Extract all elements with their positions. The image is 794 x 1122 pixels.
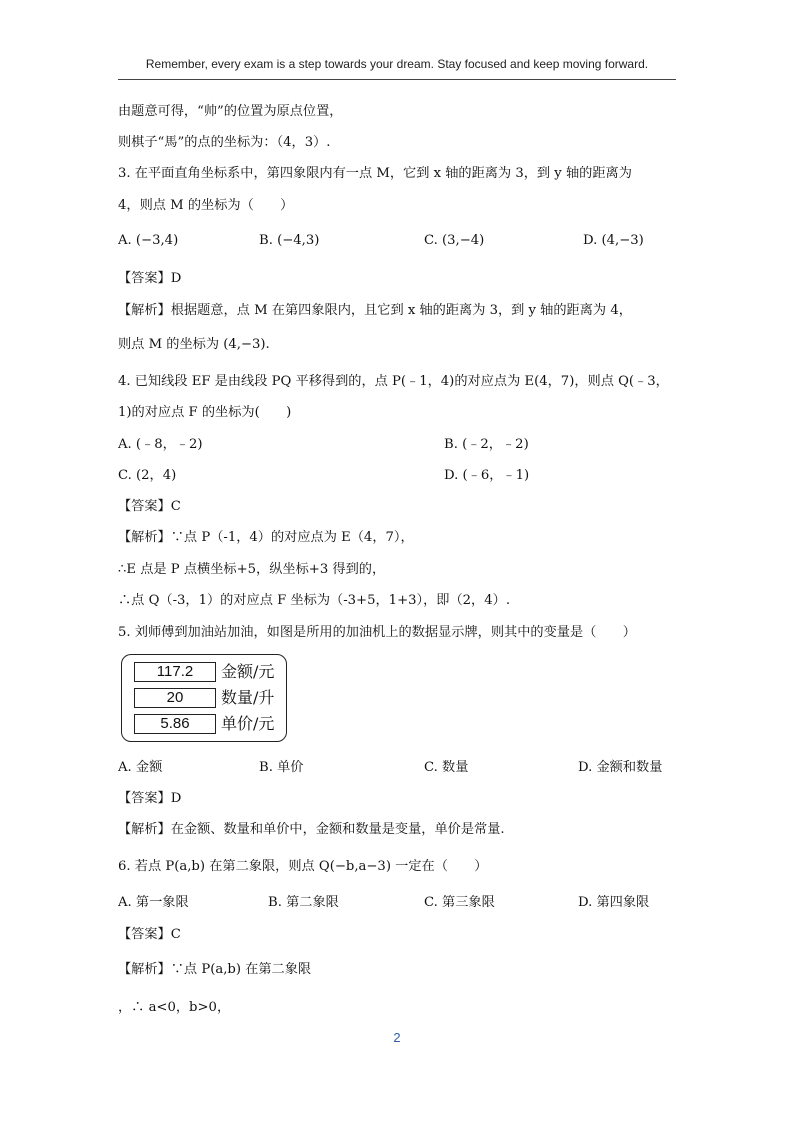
pump-label-quantity: 数量/升 [221,688,275,707]
q6-analysis-line-2: ，∴ a<0，b>0， [118,1000,231,1015]
q3-answer: 【答案】D [118,271,182,286]
pump-label-amount: 金额/元 [221,662,275,681]
q3-stem-line-1: 3. 在平面直角坐标系中，第四象限内有一点 M，它到 x 轴的距离为 3，到 y 轴的距离为 [118,166,632,181]
q4-answer: 【答案】C [118,499,181,514]
q6-option-c: C. 第三象限 [424,895,495,910]
q5-stem-line-1: 5. 刘师傅到加油站加油，如图是所用的加油机上的数据显示牌，则其中的变量是（ ） [118,625,636,640]
q4-analysis-line-2: ∴E 点是 P 点横坐标+5，纵坐标+3 得到的， [118,562,386,577]
q5-option-c: C. 数量 [424,760,469,775]
page-number: 2 [393,1030,401,1045]
q3-analysis-line-2: 则点 M 的坐标为 (4,−3). [118,337,270,352]
fuel-pump-display [121,654,287,742]
q6-answer: 【答案】C [118,927,181,942]
q5-analysis-line-1: 【解析】在金额、数量和单价中，金额和数量是变量，单价是常量. [118,822,505,837]
q3-option-c: C. (3,−4) [424,233,485,248]
intro-line-2: 则棋子“馬”的点的坐标为：（4，3）. [118,135,331,150]
pump-value-quantity: 20 [134,688,216,708]
pump-value-amount: 117.2 [134,662,216,682]
q3-analysis-line-1: 【解析】根据题意，点 M 在第四象限内，且它到 x 轴的距离为 3，到 y 轴的距离为 4， [118,303,632,318]
q5-answer: 【答案】D [118,791,182,806]
q6-option-a: A. 第一象限 [118,895,189,910]
q6-stem-line-1: 6. 若点 P(a,b) 在第二象限，则点 Q(−b,a−3) 一定在（ ） [118,859,488,874]
q5-option-a: A. 金额 [118,760,163,775]
q5-option-b: B. 单价 [259,760,304,775]
q4-option-a: A. (﹣8，﹣2) [118,437,203,452]
q6-analysis-line-1: 【解析】∵点 P(a,b) 在第二象限 [118,962,312,977]
q5-option-d: D. 金额和数量 [578,760,663,775]
pump-value-unit-price: 5.86 [134,714,216,734]
pump-label-unit-price: 单价/元 [221,714,275,733]
q4-stem-line-1: 4. 已知线段 EF 是由线段 PQ 平移得到的，点 P(﹣1，4)的对应点为 E(4，7)，则点 Q(﹣3， [118,374,669,389]
q4-option-c: C. (2，4) [118,468,177,483]
q3-stem-line-2: 4，则点 M 的坐标为（ ） [118,198,294,213]
q6-option-b: B. 第二象限 [268,895,339,910]
pump-row-amount [134,661,274,683]
q4-option-d: D. (﹣6，﹣1) [444,468,530,483]
pump-row-quantity [134,687,274,709]
q3-option-b: B. (−4,3) [259,233,320,248]
pump-row-unit-price [134,713,274,735]
q4-analysis-line-1: 【解析】∵点 P（-1，4）的对应点为 E（4，7）， [118,530,414,545]
q4-analysis-line-3: ∴点 Q（-3，1）的对应点 F 坐标为（-3+5，1+3），即（2，4）. [118,593,511,608]
q3-option-d: D. (4,−3) [583,233,644,248]
header-divider [118,79,676,80]
q4-option-b: B. (﹣2，﹣2) [444,437,529,452]
q3-option-a: A. (−3,4) [118,233,179,248]
q4-stem-line-2: 1)的对应点 F 的坐标为( ) [118,405,292,420]
q6-option-d: D. 第四象限 [578,895,650,910]
header-motto: Remember, every exam is a step towards your dream. Stay focused and keep moving forward. [145,57,649,71]
intro-line-1: 由题意可得，“帅”的位置为原点位置， [118,104,343,119]
